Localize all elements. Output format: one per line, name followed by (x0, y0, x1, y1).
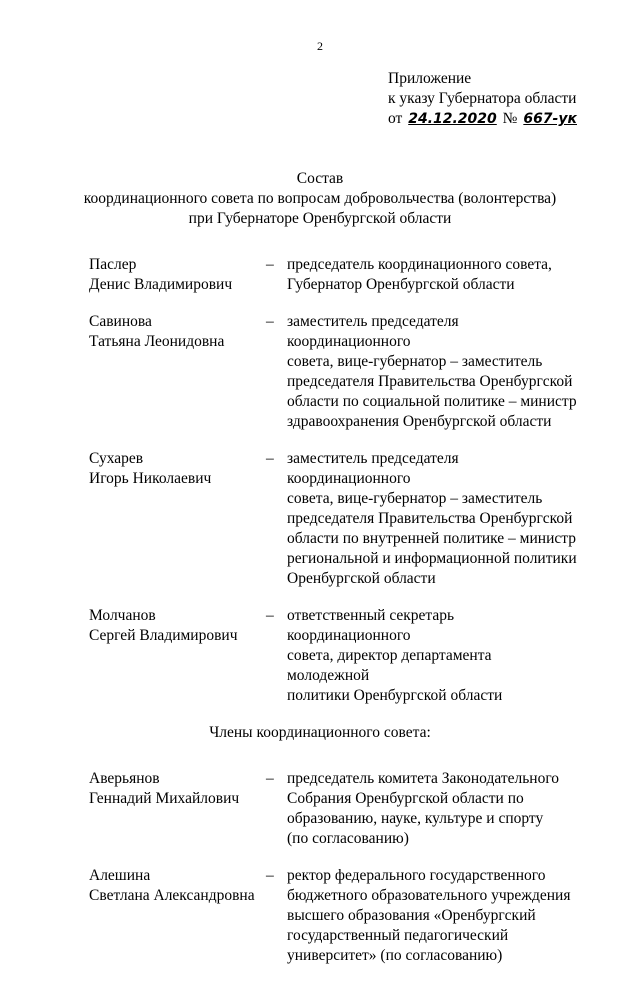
council-member-entry (0, 255, 640, 295)
council-member-entry (0, 606, 640, 706)
role-line: Оренбургской области (287, 570, 436, 587)
member-surname: Савинова (89, 313, 152, 330)
member-name (89, 606, 259, 646)
appendix-date-number (388, 109, 628, 129)
dash-separator: – (266, 867, 274, 884)
council-member-entry (0, 312, 640, 432)
role-line: политики Оренбургской области (287, 687, 503, 704)
member-given-names: Игорь Николаевич (89, 470, 212, 487)
role-line: бюджетного образовательного учреждения (287, 887, 571, 904)
member-role (287, 255, 577, 295)
role-line: председателя Правительства Оренбургской (287, 510, 573, 527)
member-given-names: Светлана Александровна (89, 887, 255, 904)
role-line: председатель координационного совета, (287, 256, 552, 273)
number-sign: № (502, 110, 518, 127)
member-name (89, 312, 259, 352)
role-line: университет» (по согласованию) (287, 947, 503, 964)
member-role (287, 606, 577, 706)
dash-separator: – (266, 256, 274, 273)
title-line-2: координационного совета по вопросам добровольчества (волонтерства) (83, 190, 557, 207)
member-given-names: Денис Владимирович (89, 276, 233, 293)
role-line: председателя Правительства Оренбургской (287, 373, 573, 390)
members-list (0, 769, 640, 966)
dash-separator: – (266, 450, 274, 467)
from-label: от (388, 110, 403, 127)
appendix-header (388, 69, 628, 129)
page-number: 2 (317, 39, 323, 53)
member-role (287, 769, 577, 849)
member-role (287, 449, 577, 589)
member-name (89, 449, 259, 489)
council-member-entry (0, 866, 640, 966)
member-surname: Паслер (89, 256, 137, 273)
member-surname: Молчанов (89, 607, 156, 624)
role-line: государственный педагогический (287, 927, 509, 944)
dash-separator: – (266, 607, 274, 624)
council-member-entry (0, 769, 640, 849)
role-line: (по согласованию) (287, 830, 409, 847)
role-line: области по социальной политике – министр (287, 393, 577, 410)
role-line: высшего образования «Оренбургский (287, 907, 536, 924)
members-section-title: Члены координационного совета: (209, 724, 431, 741)
role-line: Собрания Оренбургской области по (287, 790, 524, 807)
role-line: председатель комитета Законодательного (287, 770, 560, 787)
decree-number: 667-ук (523, 111, 577, 127)
dash-separator: – (266, 770, 274, 787)
document-title (0, 169, 640, 229)
role-line: образованию, науке, культуре и спорту (287, 810, 544, 827)
member-name (89, 769, 259, 809)
title-line-3: при Губернаторе Оренбургской области (188, 210, 452, 227)
council-composition (0, 255, 640, 983)
role-line: совета, вице-губернатор – заместитель (287, 490, 543, 507)
member-name (89, 866, 259, 906)
role-line: совета, директор департамента молодежной (287, 647, 492, 684)
member-given-names: Татьяна Леонидовна (89, 333, 225, 350)
member-surname: Сухарев (89, 450, 144, 467)
member-given-names: Сергей Владимирович (89, 627, 238, 644)
leaders-list (0, 255, 640, 706)
member-surname: Алешина (89, 867, 151, 884)
appendix-label: Приложение (388, 70, 472, 87)
role-line: заместитель председателя координационного (287, 313, 459, 350)
member-given-names: Геннадий Михайлович (89, 790, 240, 807)
title-line-1: Состав (296, 170, 344, 187)
council-member-entry (0, 449, 640, 589)
member-role (287, 866, 577, 966)
decree-date: 24.12.2020 (408, 111, 497, 127)
role-line: ответственный секретарь координационного (287, 607, 455, 644)
member-name (89, 255, 259, 295)
member-role (287, 312, 577, 432)
role-line: области по внутренней политике – министр (287, 530, 576, 547)
role-line: здравоохранения Оренбургской области (287, 413, 552, 430)
appendix-decree-ref: к указу Губернатора области (388, 90, 577, 107)
role-line: региональной и информационной политики (287, 550, 577, 567)
role-line: заместитель председателя координационного (287, 450, 459, 487)
role-line: совета, вице-губернатор – заместитель (287, 353, 543, 370)
member-surname: Аверьянов (89, 770, 160, 787)
dash-separator: – (266, 313, 274, 330)
role-line: ректор федерального государственного (287, 867, 546, 884)
role-line: Губернатор Оренбургской области (287, 276, 515, 293)
